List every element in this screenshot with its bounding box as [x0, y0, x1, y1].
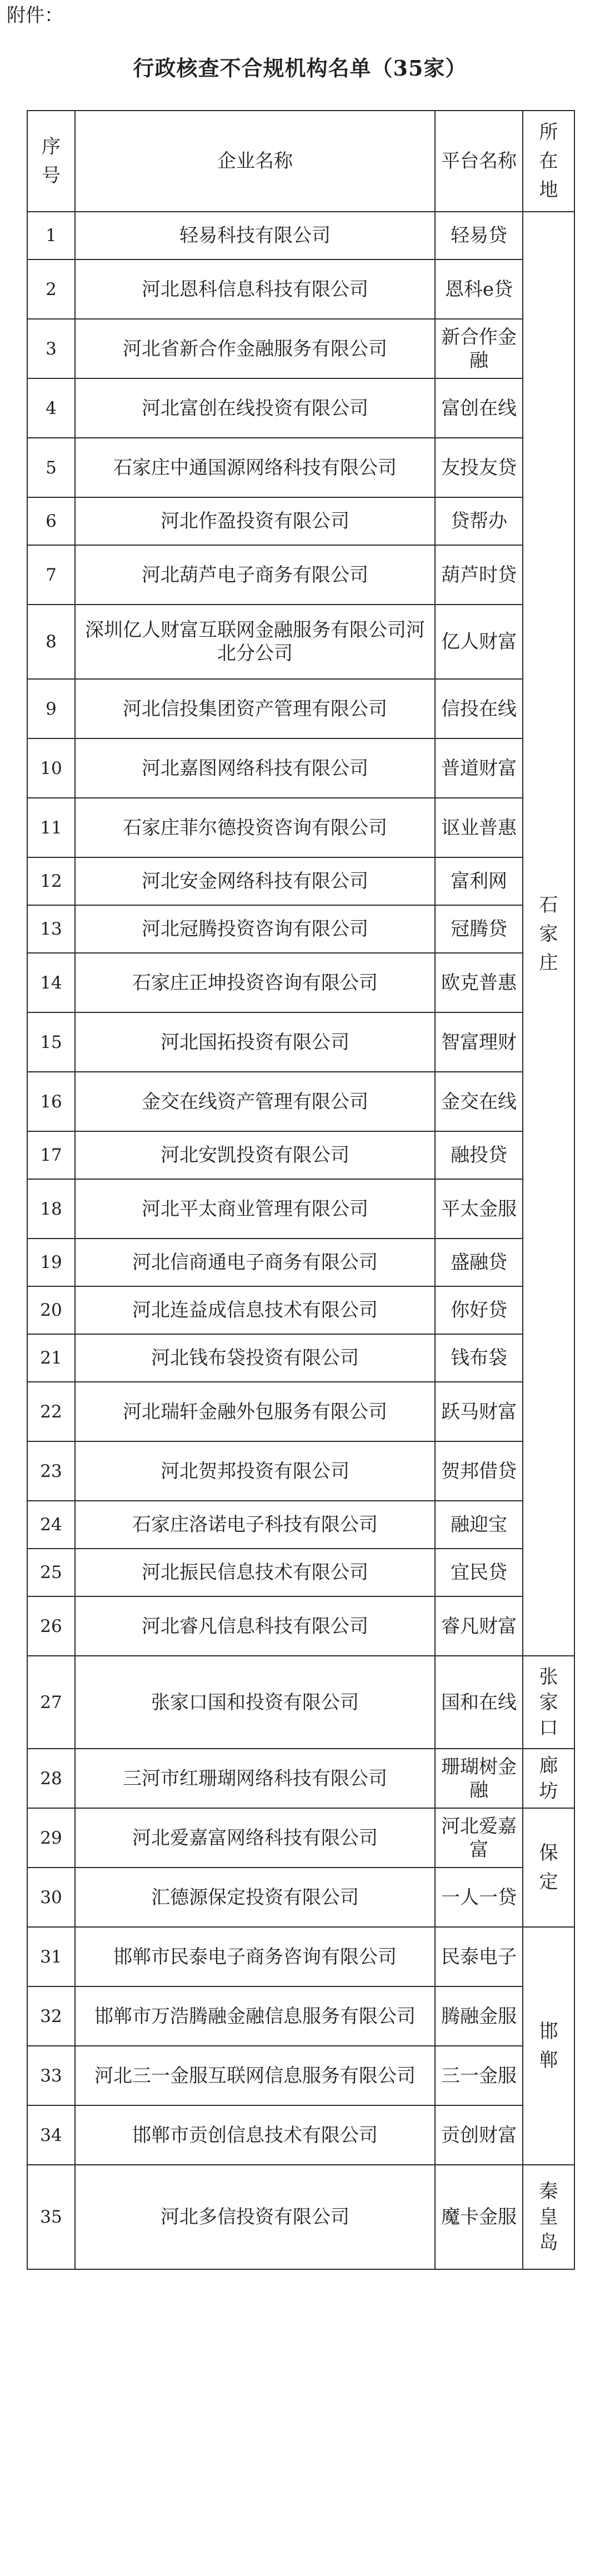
platform-name [435, 1549, 523, 1596]
platform-name-text: 融投贷 [451, 1144, 507, 1166]
row-index: 28 [27, 1749, 75, 1808]
company-name [75, 438, 435, 497]
company-name [75, 1286, 435, 1334]
company-name [75, 1334, 435, 1382]
platform-name-text: 贡创财富 [441, 2124, 517, 2146]
company-name [75, 1868, 435, 1927]
platform-name-text: 钱布袋 [451, 1347, 507, 1369]
company-name [75, 1596, 435, 1656]
table-row [27, 857, 574, 905]
table-row [27, 1286, 574, 1334]
company-name-text: 河北钱布袋投资有限公司 [151, 1347, 359, 1369]
platform-name [435, 1072, 523, 1131]
platform-name-text: 一人一贷 [441, 1886, 517, 1909]
table-row [27, 259, 574, 319]
platform-name-text: 讴业普惠 [441, 816, 517, 839]
company-name-text: 汇德源保定投资有限公司 [151, 1886, 359, 1909]
company-name [75, 1382, 435, 1441]
platform-name-text: 贷帮办 [451, 510, 507, 532]
row-index: 30 [27, 1868, 75, 1927]
company-name-text: 河北贺邦投资有限公司 [161, 1460, 349, 1482]
table-row [27, 1131, 574, 1179]
company-name-text: 河北恩科信息科技有限公司 [142, 278, 368, 301]
platform-name [435, 1012, 523, 1072]
row-index: 4 [27, 378, 75, 438]
company-name-text: 邯郸市民泰电子商务咨询有限公司 [113, 1945, 397, 1968]
platform-name [435, 1986, 523, 2046]
platform-name-text: 轻易贷 [451, 224, 507, 247]
platform-name-text: 欧克普惠 [441, 971, 517, 994]
table-body [27, 212, 574, 2269]
row-index: 1 [27, 212, 75, 259]
platform-name [435, 1927, 523, 1986]
row-index: 26 [27, 1596, 75, 1656]
table-row [27, 1986, 574, 2046]
company-name-text: 河北冠腾投资咨询有限公司 [142, 918, 368, 940]
company-name [75, 953, 435, 1012]
company-name-text: 河北作盈投资有限公司 [161, 510, 349, 532]
platform-name-text: 新合作金融 [441, 326, 517, 372]
platform-name-text: 信投在线 [441, 697, 517, 720]
table-row [27, 1382, 574, 1441]
table-row [27, 605, 574, 679]
table-header-row [27, 111, 574, 212]
company-name-text: 河北富创在线投资有限公司 [142, 397, 368, 420]
table-row [27, 1441, 574, 1501]
location-qinhuangdao [523, 2165, 574, 2269]
platform-name-text: 富利网 [451, 870, 507, 892]
company-name-text: 石家庄菲尔德投资咨询有限公司 [123, 816, 387, 839]
table-row [27, 378, 574, 438]
company-name-text: 邯郸市万浩腾融金融信息服务有限公司 [94, 2005, 416, 2028]
company-name [75, 1656, 435, 1749]
platform-name-text: 盛融贷 [451, 1251, 507, 1274]
row-index: 12 [27, 857, 75, 905]
table-row [27, 1749, 574, 1808]
company-name [75, 1808, 435, 1868]
table-row [27, 545, 574, 605]
row-index: 5 [27, 438, 75, 497]
company-name-text: 河北三一金服互联网信息服务有限公司 [94, 2064, 416, 2087]
platform-name [435, 1239, 523, 1286]
table-row [27, 798, 574, 857]
platform-name [435, 259, 523, 319]
row-index: 11 [27, 798, 75, 857]
header-location: 所在地 [523, 111, 574, 212]
platform-name [435, 1596, 523, 1656]
platform-name [435, 1286, 523, 1334]
row-index: 24 [27, 1501, 75, 1549]
platform-name [435, 2046, 523, 2105]
company-name-text: 深圳亿人财富互联网金融服务有限公司河北分公司 [85, 619, 425, 665]
row-index: 25 [27, 1549, 75, 1596]
company-name [75, 679, 435, 738]
company-name [75, 2165, 435, 2269]
company-name [75, 1441, 435, 1501]
location-shijiazhuang [523, 212, 574, 1656]
header-index: 序号 [27, 111, 75, 212]
platform-name [435, 798, 523, 857]
table-row [27, 2105, 574, 2165]
company-name-text: 河北嘉图网络科技有限公司 [142, 757, 368, 780]
company-name [75, 857, 435, 905]
row-index: 23 [27, 1441, 75, 1501]
company-name-text: 河北信商通电子商务有限公司 [132, 1251, 378, 1274]
row-index: 6 [27, 497, 75, 545]
platform-name-text: 平太金服 [441, 1197, 517, 1220]
row-index: 27 [27, 1656, 75, 1749]
platform-name-text: 融迎宝 [451, 1514, 507, 1536]
location-text: 石家庄 [539, 893, 558, 974]
table-row [27, 679, 574, 738]
company-name [75, 1012, 435, 1072]
row-index: 22 [27, 1382, 75, 1441]
company-name-text: 河北睿凡信息科技有限公司 [142, 1615, 368, 1638]
location-text: 保定 [539, 1842, 558, 1893]
row-index: 34 [27, 2105, 75, 2165]
platform-name [435, 1441, 523, 1501]
company-name-text: 河北信投集团资产管理有限公司 [123, 697, 387, 720]
company-name [75, 2046, 435, 2105]
location-text: 邯郸 [539, 2020, 558, 2071]
platform-name [435, 438, 523, 497]
table-row [27, 1239, 574, 1286]
table-row [27, 738, 574, 798]
platform-name [435, 319, 523, 378]
location-handan [523, 1927, 574, 2165]
attachment-label: 附件： [7, 4, 63, 27]
platform-name-text: 三一金服 [441, 2064, 517, 2087]
platform-name [435, 857, 523, 905]
company-name-text: 河北安金网络科技有限公司 [142, 870, 368, 892]
platform-name [435, 378, 523, 438]
company-name [75, 212, 435, 259]
company-name-text: 河北爱嘉富网络科技有限公司 [132, 1826, 378, 1849]
location-langfang [523, 1749, 574, 1808]
row-index: 7 [27, 545, 75, 605]
company-name [75, 378, 435, 438]
company-name [75, 497, 435, 545]
company-name [75, 259, 435, 319]
platform-name-text: 普道财富 [441, 757, 517, 780]
company-name-text: 河北省新合作金融服务有限公司 [123, 337, 387, 360]
company-name-text: 石家庄洛诺电子科技有限公司 [132, 1514, 378, 1536]
row-index: 13 [27, 905, 75, 953]
company-name-text: 河北安凯投资有限公司 [161, 1144, 349, 1166]
table-row [27, 953, 574, 1012]
table-row [27, 1334, 574, 1382]
platform-name [435, 1382, 523, 1441]
platform-name-text: 国和在线 [441, 1691, 517, 1714]
company-name [75, 2105, 435, 2165]
platform-name-text: 魔卡金服 [441, 2206, 517, 2228]
company-name [75, 1927, 435, 1986]
platform-name [435, 2165, 523, 2269]
platform-name [435, 679, 523, 738]
row-index: 15 [27, 1012, 75, 1072]
row-index: 2 [27, 259, 75, 319]
row-index: 17 [27, 1131, 75, 1179]
row-index: 21 [27, 1334, 75, 1382]
platform-name [435, 1749, 523, 1808]
row-index: 35 [27, 2165, 75, 2269]
header-platform: 平台名称 [435, 111, 523, 212]
company-name-text: 河北多信投资有限公司 [161, 2206, 349, 2228]
company-name [75, 1549, 435, 1596]
table-row [27, 1927, 574, 1986]
platform-name [435, 1179, 523, 1239]
platform-name [435, 1868, 523, 1927]
company-name-text: 河北葫芦电子商务有限公司 [142, 563, 368, 586]
company-name-text: 三河市红珊瑚网络科技有限公司 [123, 1767, 387, 1790]
row-index: 29 [27, 1808, 75, 1868]
company-name [75, 738, 435, 798]
row-index: 10 [27, 738, 75, 798]
location-text: 廊坊 [539, 1754, 558, 1803]
platform-name-text: 宜民贷 [451, 1561, 507, 1584]
document-title: 行政核查不合规机构名单（35家） [133, 56, 467, 81]
platform-name-text: 跃马财富 [441, 1400, 517, 1423]
platform-name-text: 葫芦时贷 [441, 563, 517, 586]
table-row [27, 1012, 574, 1072]
table-row [27, 2046, 574, 2105]
header-company: 企业名称 [75, 111, 435, 212]
table-row [27, 2165, 574, 2269]
company-name-text: 河北瑞轩金融外包服务有限公司 [123, 1400, 387, 1423]
company-name [75, 605, 435, 679]
company-name [75, 905, 435, 953]
company-name-text: 石家庄中通国源网络科技有限公司 [113, 456, 397, 479]
location-text: 秦皇岛 [539, 2180, 558, 2254]
platform-name [435, 497, 523, 545]
company-name [75, 1501, 435, 1549]
platform-name-text: 金交在线 [441, 1090, 517, 1113]
company-name-text: 河北国拓投资有限公司 [161, 1031, 349, 1054]
company-name-text: 石家庄正坤投资咨询有限公司 [132, 971, 378, 994]
platform-name [435, 212, 523, 259]
platform-name-text: 智富理财 [441, 1031, 517, 1054]
table-row [27, 438, 574, 497]
company-name [75, 545, 435, 605]
row-index: 9 [27, 679, 75, 738]
company-name-text: 河北连益成信息技术有限公司 [132, 1299, 378, 1321]
table-row [27, 1501, 574, 1549]
table-row [27, 1072, 574, 1131]
platform-name-text: 恩科e贷 [444, 278, 513, 301]
platform-name [435, 2105, 523, 2165]
company-name-text: 金交在线资产管理有限公司 [142, 1090, 368, 1113]
table-row [27, 1656, 574, 1749]
row-index: 33 [27, 2046, 75, 2105]
platform-name [435, 1501, 523, 1549]
platform-name-text: 腾融金服 [441, 2005, 517, 2028]
table-row [27, 905, 574, 953]
table-row [27, 212, 574, 259]
platform-name-text: 睿凡财富 [441, 1615, 517, 1638]
company-name-text: 张家口国和投资有限公司 [151, 1691, 359, 1714]
table-row [27, 497, 574, 545]
company-name-text: 邯郸市贡创信息技术有限公司 [132, 2124, 378, 2146]
platform-name [435, 905, 523, 953]
company-name [75, 1986, 435, 2046]
table-row [27, 1868, 574, 1927]
company-name-text: 轻易科技有限公司 [179, 224, 331, 247]
platform-name [435, 1131, 523, 1179]
company-name-text: 河北平太商业管理有限公司 [142, 1197, 368, 1220]
row-index: 20 [27, 1286, 75, 1334]
platform-name [435, 1656, 523, 1749]
row-index: 3 [27, 319, 75, 378]
noncompliant-institutions-table [27, 110, 575, 2270]
row-index: 19 [27, 1239, 75, 1286]
company-name-text: 河北振民信息技术有限公司 [142, 1561, 368, 1584]
platform-name [435, 545, 523, 605]
table-row [27, 1596, 574, 1656]
table-row [27, 1808, 574, 1868]
company-name [75, 798, 435, 857]
company-name [75, 1131, 435, 1179]
platform-name-text: 冠腾贷 [451, 918, 507, 940]
platform-name-text: 珊瑚树金融 [441, 1755, 517, 1801]
table-row [27, 319, 574, 378]
platform-name [435, 1808, 523, 1868]
company-name [75, 1179, 435, 1239]
platform-name-text: 你好贷 [451, 1299, 507, 1321]
platform-name-text: 民泰电子 [441, 1945, 517, 1968]
platform-name [435, 953, 523, 1012]
company-name [75, 1749, 435, 1808]
company-name [75, 1239, 435, 1286]
company-name [75, 1072, 435, 1131]
row-index: 31 [27, 1927, 75, 1986]
platform-name-text: 河北爱嘉富 [441, 1815, 517, 1861]
platform-name-text: 友投友贷 [441, 456, 517, 479]
location-zhangjiakou [523, 1656, 574, 1749]
platform-name [435, 1334, 523, 1382]
row-index: 14 [27, 953, 75, 1012]
location-text: 张家口 [539, 1665, 558, 1739]
platform-name-text: 富创在线 [441, 397, 517, 420]
platform-name-text: 亿人财富 [441, 631, 517, 653]
location-baoding [523, 1808, 574, 1927]
platform-name-text: 贺邦借贷 [441, 1460, 517, 1482]
company-name [75, 319, 435, 378]
table-row [27, 1179, 574, 1239]
row-index: 16 [27, 1072, 75, 1131]
row-index: 8 [27, 605, 75, 679]
row-index: 18 [27, 1179, 75, 1239]
platform-name [435, 605, 523, 679]
row-index: 32 [27, 1986, 75, 2046]
platform-name [435, 738, 523, 798]
table-row [27, 1549, 574, 1596]
